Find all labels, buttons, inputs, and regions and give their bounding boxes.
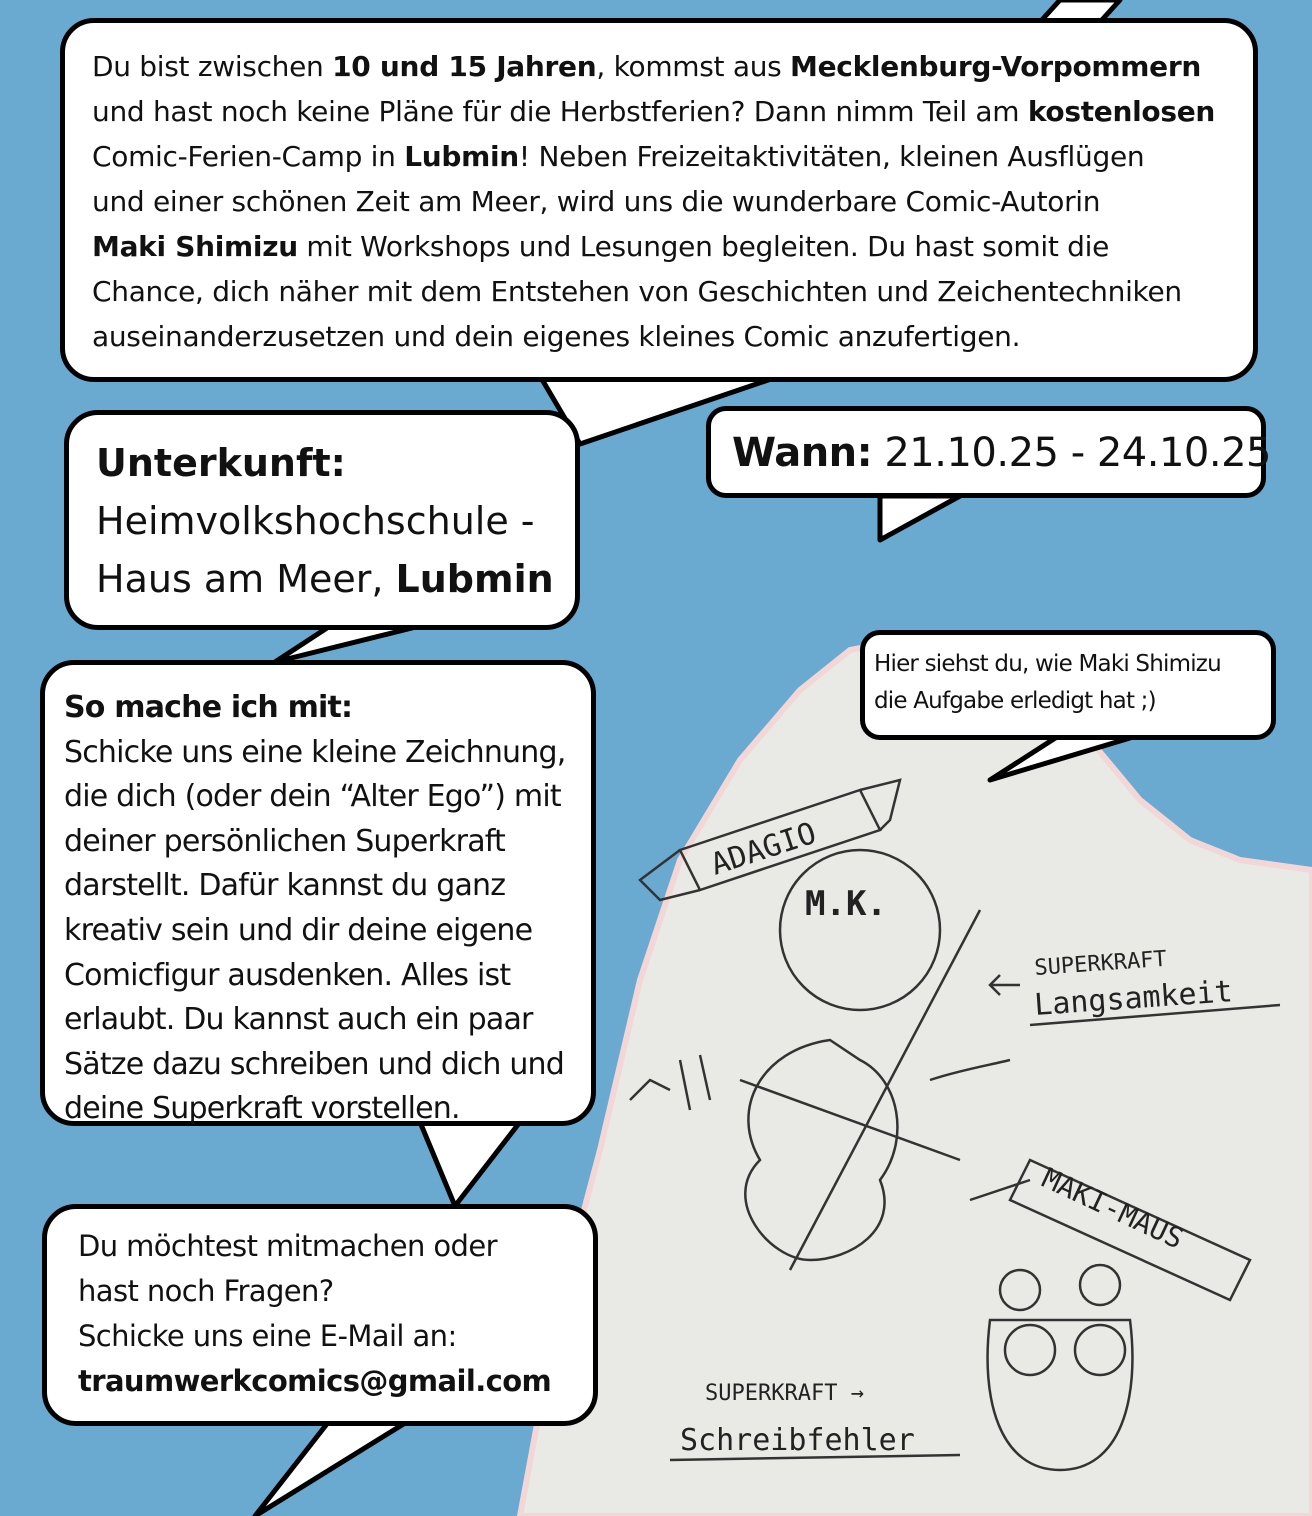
example-line-2: die Aufgabe erledigt hat ;) xyxy=(874,688,1156,714)
example-text xyxy=(874,646,1274,720)
howto-line: Comicfigur ausdenken. Alles ist xyxy=(64,957,511,993)
superkraft-value-1: Langsamkeit xyxy=(1033,974,1234,1023)
howto-line: darstellt. Dafür kannst du ganz xyxy=(64,868,506,904)
intro-line-2: und hast noch keine Pläne für die Herbstferien? Dann nimm Teil am kostenlosen xyxy=(92,95,1216,128)
contact-text xyxy=(78,1224,593,1404)
howto-line: Schicke uns eine kleine Zeichnung, xyxy=(64,734,566,770)
howto-text xyxy=(64,686,589,1132)
cellist-initials: M.K. xyxy=(805,884,887,924)
howto-line: deiner persönlichen Superkraft xyxy=(64,823,505,859)
howto-line: kreativ sein und dir deine eigene xyxy=(64,912,533,948)
howto-line: Sätze dazu schreiben und dich und xyxy=(64,1046,565,1082)
howto-title: So mache ich mit: xyxy=(64,690,353,725)
when-dates: 21.10.25 - 24.10.25 xyxy=(872,430,1271,476)
intro-line-7: auseinanderzusetzen und dein eigenes kleines Comic anzufertigen. xyxy=(92,320,1021,353)
when-label: Wann: xyxy=(732,430,873,476)
intro-line-6: Chance, dich näher mit dem Entstehen von Geschichten und Zeichentechniken xyxy=(92,275,1182,308)
accommodation-line-2: Haus am Meer, Lubmin xyxy=(96,557,554,601)
contact-email[interactable]: traumwerkcomics@gmail.com xyxy=(78,1364,552,1398)
contact-line-1: Du möchtest mitmachen oder xyxy=(78,1229,497,1263)
accommodation-text xyxy=(96,434,576,608)
intro-line-1: Du bist zwischen 10 und 15 Jahren, kommst aus Mecklenburg-Vorpommern xyxy=(92,50,1201,83)
howto-line: erlaubt. Du kannst auch ein paar xyxy=(64,1002,533,1038)
contact-line-3: Schicke uns eine E-Mail an: xyxy=(78,1319,457,1353)
example-line-1: Hier siehst du, wie Maki Shimizu xyxy=(874,651,1221,677)
superkraft-label-1: SUPERKRAFT xyxy=(1033,946,1168,981)
intro-line-5: Maki Shimizu mit Workshops und Lesungen begleiten. Du hast somit die xyxy=(92,230,1110,263)
howto-line: die dich (oder dein “Alter Ego”) mit xyxy=(64,779,561,815)
banner-adagio-text: ADAGIO xyxy=(706,815,821,883)
howto-line: deine Superkraft vorstellen. xyxy=(64,1091,460,1127)
intro-line-4: und einer schönen Zeit am Meer, wird uns die wunderbare Comic-Autorin xyxy=(92,185,1101,218)
superkraft-value-2: Schreibfehler xyxy=(680,1423,915,1458)
banner-maki-maus-text: MAKI-MAUS xyxy=(1037,1161,1189,1256)
intro-text xyxy=(92,44,1252,359)
accommodation-label: Unterkunft: xyxy=(96,441,346,485)
contact-line-2: hast noch Fragen? xyxy=(78,1274,334,1308)
superkraft-label-2: SUPERKRAFT → xyxy=(705,1381,864,1406)
when-text xyxy=(732,428,1271,478)
intro-line-3: Comic-Ferien-Camp in Lubmin! Neben Freizeitaktivitäten, kleinen Ausflügen xyxy=(92,140,1145,173)
accommodation-line-1: Heimvolkshochschule - xyxy=(96,499,535,543)
